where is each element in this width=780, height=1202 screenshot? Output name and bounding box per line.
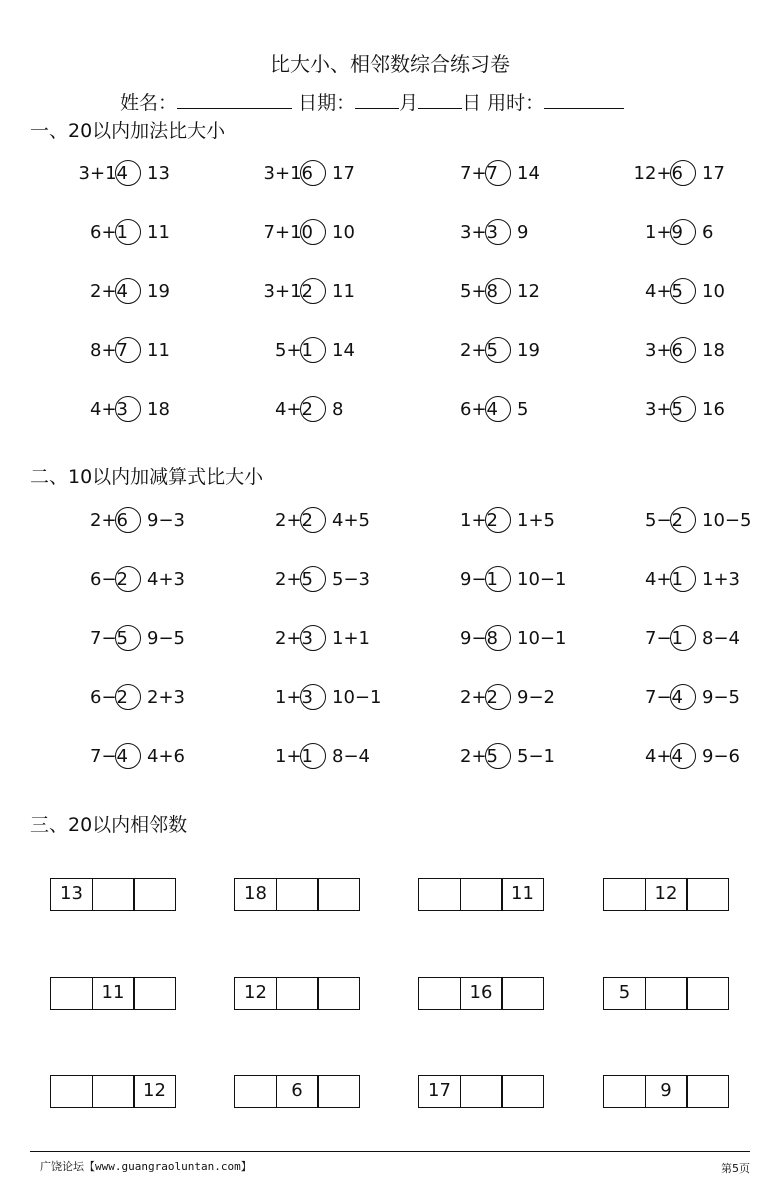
answer-box[interactable] — [418, 878, 461, 911]
right-expression: 14 — [332, 340, 355, 361]
compare-problem — [400, 684, 570, 714]
right-expression: 6 — [702, 222, 714, 243]
compare-problem — [30, 396, 200, 426]
right-expression: 9−2 — [517, 687, 555, 708]
month-blank[interactable] — [355, 90, 399, 109]
compare-problem — [30, 219, 200, 249]
compare-problem — [585, 396, 755, 426]
month-label: 月 — [399, 92, 419, 114]
answer-circle[interactable] — [115, 219, 141, 245]
adjacent-number-group — [418, 977, 548, 1010]
compare-problem — [30, 278, 200, 308]
answer-circle[interactable] — [670, 396, 696, 422]
adjacent-number-group — [418, 1075, 548, 1108]
answer-circle[interactable] — [115, 160, 141, 186]
left-expression: 6+1 — [90, 222, 128, 243]
answer-circle[interactable] — [670, 507, 696, 533]
answer-circle[interactable] — [485, 507, 511, 533]
right-expression: 10−1 — [517, 628, 567, 649]
compare-problem — [30, 743, 200, 773]
answer-box[interactable] — [418, 977, 461, 1010]
left-expression: 7−4 — [90, 746, 128, 767]
left-expression: 2+6 — [90, 510, 128, 531]
footer-page-number: 第5页 — [721, 1162, 750, 1175]
answer-box[interactable] — [234, 1075, 277, 1108]
compare-problem — [30, 160, 200, 190]
name-label: 姓名： — [120, 92, 178, 114]
answer-circle[interactable] — [485, 684, 511, 710]
answer-circle[interactable] — [300, 625, 326, 651]
right-expression: 17 — [702, 163, 725, 184]
adjacent-number-group — [603, 977, 733, 1010]
answer-circle[interactable] — [300, 566, 326, 592]
right-expression: 4+5 — [332, 510, 370, 531]
right-expression: 18 — [702, 340, 725, 361]
answer-box[interactable] — [645, 977, 688, 1010]
given-number-box: 11 — [501, 878, 544, 911]
given-number-box: 16 — [460, 977, 503, 1010]
answer-circle[interactable] — [300, 684, 326, 710]
left-expression: 2+5 — [460, 340, 498, 361]
right-expression: 16 — [702, 399, 725, 420]
right-expression: 5 — [517, 399, 529, 420]
answer-box[interactable] — [686, 878, 729, 911]
compare-problem — [400, 337, 570, 367]
answer-box[interactable] — [686, 977, 729, 1010]
answer-box[interactable] — [276, 878, 319, 911]
right-expression: 19 — [147, 281, 170, 302]
compare-problem — [585, 278, 755, 308]
left-expression: 7+10 — [263, 222, 313, 243]
compare-problem — [30, 337, 200, 367]
left-expression: 5−2 — [645, 510, 683, 531]
footer-divider — [30, 1151, 750, 1152]
left-expression: 3+6 — [645, 340, 683, 361]
answer-circle[interactable] — [115, 566, 141, 592]
left-expression: 2+2 — [460, 687, 498, 708]
answer-box[interactable] — [92, 1075, 135, 1108]
answer-circle[interactable] — [670, 337, 696, 363]
answer-circle[interactable] — [115, 507, 141, 533]
answer-circle[interactable] — [670, 743, 696, 769]
compare-problem — [215, 160, 385, 190]
right-expression: 5−3 — [332, 569, 370, 590]
answer-box[interactable] — [460, 878, 503, 911]
given-number-box: 13 — [50, 878, 93, 911]
answer-circle[interactable] — [300, 278, 326, 304]
adjacent-number-group — [50, 977, 180, 1010]
right-expression: 10−5 — [702, 510, 752, 531]
compare-problem — [400, 396, 570, 426]
answer-box[interactable] — [317, 977, 360, 1010]
right-expression: 9 — [517, 222, 529, 243]
footer-site: 广饶论坛【www.guangraoluntan.com】 — [40, 1160, 252, 1173]
section-heading-adjacent-numbers: 三、20以内相邻数 — [30, 814, 188, 836]
compare-problem — [30, 684, 200, 714]
answer-circle[interactable] — [485, 219, 511, 245]
right-expression: 11 — [147, 222, 170, 243]
answer-circle[interactable] — [670, 219, 696, 245]
left-expression: 3+12 — [263, 281, 313, 302]
right-expression: 11 — [332, 281, 355, 302]
right-expression: 18 — [147, 399, 170, 420]
left-expression: 8+7 — [90, 340, 128, 361]
right-expression: 1+1 — [332, 628, 370, 649]
compare-problem — [585, 684, 755, 714]
answer-circle[interactable] — [300, 743, 326, 769]
time-blank[interactable] — [544, 90, 624, 109]
left-expression: 7−5 — [90, 628, 128, 649]
right-expression: 5−1 — [517, 746, 555, 767]
adjacent-number-group — [603, 878, 733, 911]
right-expression: 10 — [332, 222, 355, 243]
right-expression: 17 — [332, 163, 355, 184]
answer-circle[interactable] — [300, 219, 326, 245]
left-expression: 7−1 — [645, 628, 683, 649]
answer-circle[interactable] — [300, 160, 326, 186]
compare-problem — [400, 278, 570, 308]
answer-circle[interactable] — [485, 566, 511, 592]
answer-box[interactable] — [317, 1075, 360, 1108]
compare-problem — [585, 219, 755, 249]
compare-problem — [215, 684, 385, 714]
answer-box[interactable] — [603, 878, 646, 911]
left-expression: 12+6 — [633, 163, 683, 184]
left-expression: 2+5 — [275, 569, 313, 590]
compare-problem — [585, 743, 755, 773]
right-expression: 8−4 — [702, 628, 740, 649]
left-expression: 5+8 — [460, 281, 498, 302]
compare-problem — [215, 566, 385, 596]
right-expression: 4+6 — [147, 746, 185, 767]
compare-problem — [400, 743, 570, 773]
compare-problem — [215, 396, 385, 426]
adjacent-number-group — [234, 977, 364, 1010]
compare-problem — [215, 337, 385, 367]
given-number-box: 9 — [645, 1075, 688, 1108]
right-expression: 9−3 — [147, 510, 185, 531]
answer-box[interactable] — [317, 878, 360, 911]
right-expression: 9−5 — [147, 628, 185, 649]
answer-circle[interactable] — [115, 278, 141, 304]
right-expression: 11 — [147, 340, 170, 361]
compare-problem — [215, 625, 385, 655]
right-expression: 10 — [702, 281, 725, 302]
right-expression: 9−5 — [702, 687, 740, 708]
given-number-box: 18 — [234, 878, 277, 911]
compare-problem — [400, 160, 570, 190]
left-expression: 1+9 — [645, 222, 683, 243]
answer-circle[interactable] — [670, 625, 696, 651]
compare-problem — [400, 219, 570, 249]
compare-problem — [585, 507, 755, 537]
answer-circle[interactable] — [485, 625, 511, 651]
right-expression: 1+3 — [702, 569, 740, 590]
answer-box[interactable] — [50, 977, 93, 1010]
compare-problem — [30, 507, 200, 537]
answer-box[interactable] — [501, 1075, 544, 1108]
left-expression: 2+3 — [275, 628, 313, 649]
adjacent-number-group — [50, 878, 180, 911]
adjacent-number-group — [603, 1075, 733, 1108]
right-expression: 2+3 — [147, 687, 185, 708]
given-number-box: 12 — [133, 1075, 176, 1108]
answer-circle[interactable] — [485, 396, 511, 422]
answer-box[interactable] — [276, 977, 319, 1010]
worksheet-title: 比大小、相邻数综合练习卷 — [270, 52, 510, 76]
answer-box[interactable] — [50, 1075, 93, 1108]
answer-box[interactable] — [686, 1075, 729, 1108]
compare-problem — [215, 507, 385, 537]
compare-problem — [215, 219, 385, 249]
answer-box[interactable] — [133, 878, 176, 911]
answer-circle[interactable] — [485, 743, 511, 769]
answer-circle[interactable] — [670, 160, 696, 186]
compare-problem — [585, 337, 755, 367]
left-expression: 3+14 — [78, 163, 128, 184]
right-expression: 13 — [147, 163, 170, 184]
given-number-box: 5 — [603, 977, 646, 1010]
name-blank[interactable] — [177, 90, 292, 109]
right-expression: 10−1 — [517, 569, 567, 590]
answer-circle[interactable] — [115, 396, 141, 422]
answer-circle[interactable] — [300, 396, 326, 422]
left-expression: 9−8 — [460, 628, 498, 649]
answer-circle[interactable] — [485, 337, 511, 363]
compare-problem — [400, 507, 570, 537]
day-blank[interactable] — [418, 90, 462, 109]
answer-circle[interactable] — [115, 684, 141, 710]
compare-problem — [215, 278, 385, 308]
right-expression: 8−4 — [332, 746, 370, 767]
answer-circle[interactable] — [485, 160, 511, 186]
right-expression: 4+3 — [147, 569, 185, 590]
answer-circle[interactable] — [115, 337, 141, 363]
left-expression: 2+4 — [90, 281, 128, 302]
adjacent-number-group — [234, 1075, 364, 1108]
date-label: 日期： — [298, 92, 356, 114]
answer-circle[interactable] — [115, 743, 141, 769]
section-heading-addition-compare: 一、20以内加法比大小 — [30, 120, 226, 142]
left-expression: 6+4 — [460, 399, 498, 420]
answer-box[interactable] — [501, 977, 544, 1010]
right-expression: 9−6 — [702, 746, 740, 767]
left-expression: 3+16 — [263, 163, 313, 184]
student-info-line — [120, 88, 624, 115]
given-number-box: 17 — [418, 1075, 461, 1108]
answer-box[interactable] — [92, 878, 135, 911]
left-expression: 3+5 — [645, 399, 683, 420]
answer-circle[interactable] — [670, 566, 696, 592]
compare-problem — [400, 566, 570, 596]
right-expression: 1+5 — [517, 510, 555, 531]
answer-circle[interactable] — [115, 625, 141, 651]
left-expression: 1+1 — [275, 746, 313, 767]
left-expression: 4+1 — [645, 569, 683, 590]
left-expression: 6−2 — [90, 569, 128, 590]
left-expression: 2+5 — [460, 746, 498, 767]
right-expression: 19 — [517, 340, 540, 361]
left-expression: 7+7 — [460, 163, 498, 184]
given-number-box: 12 — [234, 977, 277, 1010]
left-expression: 1+3 — [275, 687, 313, 708]
left-expression: 7−4 — [645, 687, 683, 708]
left-expression: 4+3 — [90, 399, 128, 420]
answer-circle[interactable] — [485, 278, 511, 304]
compare-problem — [400, 625, 570, 655]
left-expression: 9−1 — [460, 569, 498, 590]
given-number-box: 6 — [276, 1075, 319, 1108]
given-number-box: 12 — [645, 878, 688, 911]
adjacent-number-group — [50, 1075, 180, 1108]
left-expression: 3+3 — [460, 222, 498, 243]
answer-circle[interactable] — [300, 507, 326, 533]
adjacent-number-group — [418, 878, 548, 911]
answer-circle[interactable] — [670, 278, 696, 304]
right-expression: 12 — [517, 281, 540, 302]
left-expression: 4+5 — [645, 281, 683, 302]
left-expression: 4+4 — [645, 746, 683, 767]
compare-problem — [585, 566, 755, 596]
time-label: 用时： — [487, 92, 545, 114]
right-expression: 10−1 — [332, 687, 382, 708]
answer-box[interactable] — [603, 1075, 646, 1108]
compare-problem — [30, 566, 200, 596]
answer-circle[interactable] — [300, 337, 326, 363]
compare-problem — [585, 160, 755, 190]
left-expression: 2+2 — [275, 510, 313, 531]
right-expression: 14 — [517, 163, 540, 184]
answer-circle[interactable] — [670, 684, 696, 710]
right-expression: 8 — [332, 399, 344, 420]
given-number-box: 11 — [92, 977, 135, 1010]
answer-box[interactable] — [460, 1075, 503, 1108]
left-expression: 4+2 — [275, 399, 313, 420]
section-heading-add-subtract-compare: 二、10以内加减算式比大小 — [30, 466, 264, 488]
left-expression: 1+2 — [460, 510, 498, 531]
adjacent-number-group — [234, 878, 364, 911]
compare-problem — [585, 625, 755, 655]
day-label: 日 — [462, 92, 482, 114]
compare-problem — [30, 625, 200, 655]
compare-problem — [215, 743, 385, 773]
left-expression: 5+1 — [275, 340, 313, 361]
answer-box[interactable] — [133, 977, 176, 1010]
left-expression: 6−2 — [90, 687, 128, 708]
